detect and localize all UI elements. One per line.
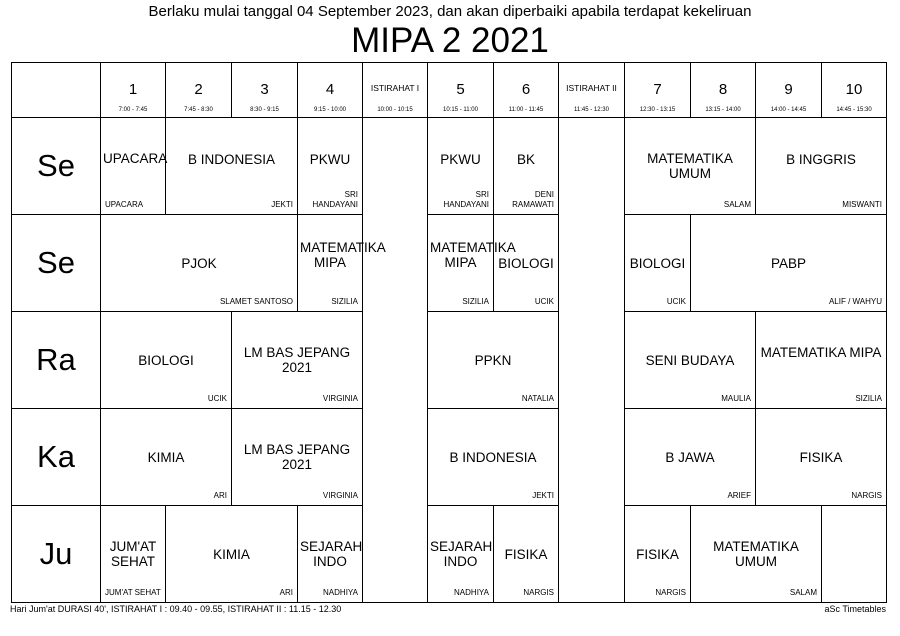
lesson-cell[interactable]: FISIKA NARGIS bbox=[756, 409, 887, 506]
day-label: Se bbox=[12, 118, 101, 215]
lesson-cell[interactable]: KIMIA ARI bbox=[166, 506, 298, 603]
lesson-cell[interactable]: PJOK SLAMET SANTOSO bbox=[101, 215, 298, 312]
lesson-cell[interactable]: MATEMATIKA MIPA SIZILIA bbox=[298, 215, 363, 312]
break-header: ISTIRAHAT II 11:45 - 12:30 bbox=[559, 63, 625, 118]
lesson-cell[interactable]: MATEMATIKA UMUM SALAM bbox=[625, 118, 756, 215]
day-row bbox=[12, 409, 887, 506]
period-header: 4 9:15 - 10:00 bbox=[298, 63, 363, 118]
period-header: 2 7:45 - 8:30 bbox=[166, 63, 232, 118]
day-label: Ju bbox=[12, 506, 101, 603]
break-column bbox=[559, 118, 625, 603]
footer-credit: aSc Timetables bbox=[824, 604, 886, 614]
lesson-cell[interactable]: FISIKA NARGIS bbox=[494, 506, 559, 603]
period-header: 3 8:30 - 9:15 bbox=[232, 63, 298, 118]
lesson-cell[interactable]: SEJARAH INDO NADHIYA bbox=[428, 506, 494, 603]
header-row bbox=[12, 63, 887, 118]
lesson-cell[interactable]: B JAWA ARIEF bbox=[625, 409, 756, 506]
footer-note: Hari Jum'at DURASI 40', ISTIRAHAT I : 09.40 - 09.55, ISTIRAHAT II : 11.15 - 12.30 bbox=[10, 604, 342, 614]
day-label: Ra bbox=[12, 312, 101, 409]
page-title: MIPA 2 2021 bbox=[351, 21, 549, 60]
empty-cell bbox=[822, 506, 887, 603]
period-header: 8 13:15 - 14:00 bbox=[691, 63, 756, 118]
lesson-cell[interactable]: MATEMATIKA MIPA SIZILIA bbox=[756, 312, 887, 409]
lesson-cell[interactable]: LM BAS JEPANG 2021 VIRGINIA bbox=[232, 409, 363, 506]
period-header: 7 12:30 - 13:15 bbox=[625, 63, 691, 118]
lesson-cell[interactable]: UPACARA UPACARA bbox=[101, 118, 166, 215]
lesson-cell[interactable]: FISIKA NARGIS bbox=[625, 506, 691, 603]
day-label: Se bbox=[12, 215, 101, 312]
lesson-cell[interactable]: PPKN NATALIA bbox=[428, 312, 559, 409]
lesson-cell[interactable]: SENI BUDAYA MAULIA bbox=[625, 312, 756, 409]
day-row bbox=[12, 118, 887, 215]
lesson-cell[interactable]: LM BAS JEPANG 2021 VIRGINIA bbox=[232, 312, 363, 409]
period-header: 9 14:00 - 14:45 bbox=[756, 63, 822, 118]
lesson-cell[interactable]: B INDONESIA JEKTI bbox=[166, 118, 298, 215]
period-header: 10 14:45 - 15:30 bbox=[822, 63, 887, 118]
day-row bbox=[12, 215, 887, 312]
break-column bbox=[363, 118, 428, 603]
lesson-cell[interactable]: B INGGRIS MISWANTI bbox=[756, 118, 887, 215]
timetable bbox=[11, 62, 887, 603]
lesson-cell[interactable]: BK DENI RAMAWATI bbox=[494, 118, 559, 215]
lesson-cell[interactable]: BIOLOGI UCIK bbox=[625, 215, 691, 312]
lesson-cell[interactable]: BIOLOGI UCIK bbox=[494, 215, 559, 312]
lesson-cell[interactable]: KIMIA ARI bbox=[101, 409, 232, 506]
period-header: 1 7:00 - 7:45 bbox=[101, 63, 166, 118]
lesson-cell[interactable]: MATEMATIKA UMUM SALAM bbox=[691, 506, 822, 603]
lesson-cell[interactable]: MATEMATIKA MIPA SIZILIA bbox=[428, 215, 494, 312]
corner-cell bbox=[12, 63, 101, 118]
lesson-cell[interactable]: B INDONESIA JEKTI bbox=[428, 409, 559, 506]
validity-notice: Berlaku mulai tanggal 04 September 2023, dan akan diperbaiki apabila terdapat kekeliruan bbox=[148, 3, 752, 20]
break-header: ISTIRAHAT I 10:00 - 10:15 bbox=[363, 63, 428, 118]
period-header: 6 11:00 - 11:45 bbox=[494, 63, 559, 118]
lesson-cell[interactable]: BIOLOGI UCIK bbox=[101, 312, 232, 409]
day-row bbox=[12, 506, 887, 603]
lesson-cell[interactable]: PKWU SRI HANDAYANI bbox=[298, 118, 363, 215]
lesson-cell[interactable]: JUM'AT SEHAT JUM'AT SEHAT bbox=[101, 506, 166, 603]
day-row bbox=[12, 312, 887, 409]
day-label: Ka bbox=[12, 409, 101, 506]
lesson-cell[interactable]: SEJARAH INDO NADHIYA bbox=[298, 506, 363, 603]
lesson-cell[interactable]: PKWU SRI HANDAYANI bbox=[428, 118, 494, 215]
period-header: 5 10:15 - 11:00 bbox=[428, 63, 494, 118]
lesson-cell[interactable]: PABP ALIF / WAHYU bbox=[691, 215, 887, 312]
